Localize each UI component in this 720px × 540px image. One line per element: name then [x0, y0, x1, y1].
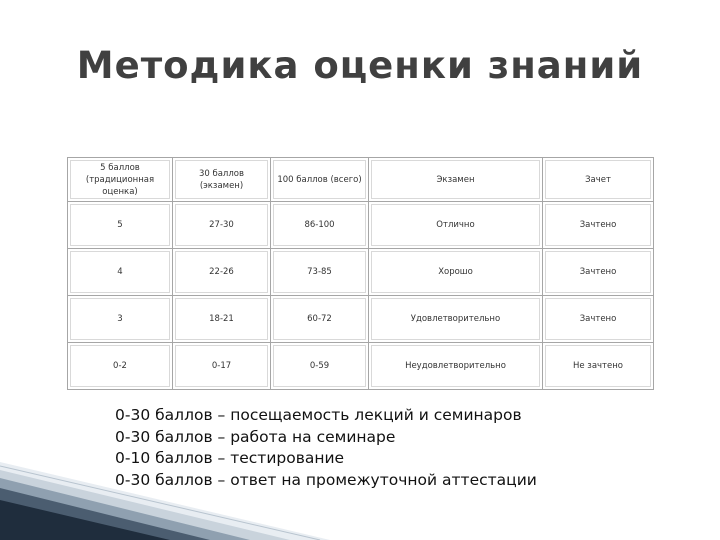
- table-row: [68, 202, 654, 249]
- note-line: 0-30 баллов – посещаемость лекций и семинаров: [115, 406, 522, 424]
- table-cell: Зачтено: [543, 296, 654, 343]
- table-cell: 73-85: [271, 249, 369, 296]
- table-cell: Зачтено: [543, 249, 654, 296]
- note-line: 0-30 баллов – работа на семинаре: [115, 427, 396, 446]
- table-cell: Удовлетворительно: [369, 296, 543, 343]
- table-row: [68, 343, 654, 390]
- table-cell: Хорошо: [369, 249, 543, 296]
- slide-title: Методика оценки знаний: [76, 44, 644, 87]
- table-cell: Не зачтено: [543, 343, 654, 390]
- header-cell-credit: Зачет: [543, 158, 654, 202]
- table-cell: 60-72: [271, 296, 369, 343]
- table-cell: Зачтено: [543, 202, 654, 249]
- score-breakdown-notes: [115, 405, 537, 491]
- table-cell: Неудовлетворительно: [369, 343, 543, 390]
- table-cell: 27-30: [173, 202, 271, 249]
- grading-table: [67, 157, 654, 390]
- table-header-row: [68, 158, 654, 202]
- table-cell: 5: [68, 202, 173, 249]
- header-cell-30-points: 30 баллов (экзамен): [173, 158, 271, 202]
- header-cell-5-points: 5 баллов (традиционная оценка): [68, 158, 173, 202]
- note-line: 0-10 баллов – тестирование: [115, 449, 345, 467]
- table-cell: 22-26: [173, 249, 271, 296]
- table-cell: 0-2: [68, 343, 173, 390]
- table-cell: 18-21: [173, 296, 271, 343]
- table-cell: 3: [68, 296, 173, 343]
- table-row: [68, 296, 654, 343]
- table-row: [68, 249, 654, 296]
- table-cell: Отлично: [369, 202, 543, 249]
- table-cell: 86-100: [271, 202, 369, 249]
- table-cell: 4: [68, 249, 173, 296]
- header-cell-exam: Экзамен: [369, 158, 543, 202]
- table-cell: 0-17: [173, 343, 271, 390]
- header-cell-100-points: 100 баллов (всего): [271, 158, 369, 202]
- table-cell: 0-59: [271, 343, 369, 390]
- note-line: 0-30 баллов – ответ на промежуточной аттестации: [115, 470, 537, 489]
